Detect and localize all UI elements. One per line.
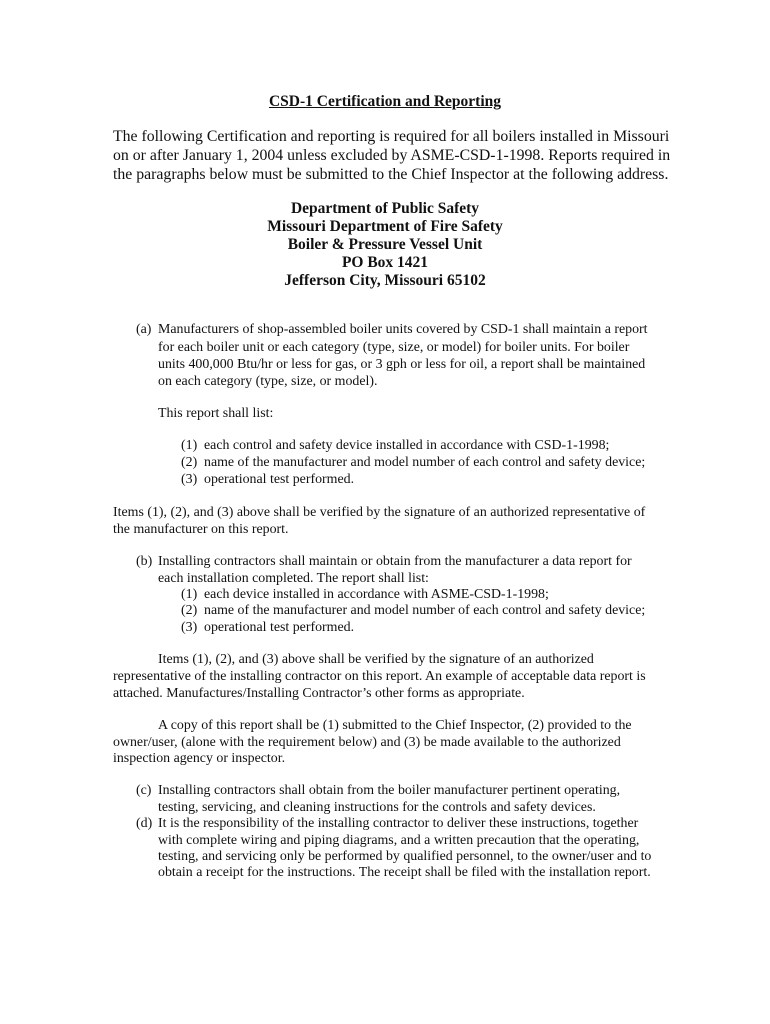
section-a-line: Manufacturers of shop-assembled boiler units covered by CSD-1 shall maintain a report (158, 322, 648, 337)
address-line: Boiler & Pressure Vessel Unit (287, 236, 483, 253)
list-item: name of the manufacturer and model number of each control and safety device; (204, 455, 646, 470)
section-d-line: It is the responsibility of the installing contractor to deliver these instructions, together (158, 816, 639, 831)
intro-line: the paragraphs below must be submitted to the Chief Inspector at the following address. (113, 166, 669, 183)
list-number: (1) (181, 587, 198, 602)
copy-line: A copy of this report shall be (1) submitted to the Chief Inspector, (2) provided to the (158, 718, 632, 733)
address-line: Department of Public Safety (290, 200, 480, 217)
section-marker: (c) (136, 783, 152, 798)
address-line: Missouri Department of Fire Safety (267, 218, 503, 235)
section-d-line: testing, and servicing only be performed by qualified personnel, to the owner/user and to (158, 849, 652, 864)
section-c-line: Installing contractors shall obtain from the boiler manufacturer pertinent operating, (158, 783, 621, 798)
list-item: operational test performed. (204, 472, 355, 487)
intro-line: on or after January 1, 2004 unless excluded by ASME-CSD-1-1998. Reports required in (113, 147, 671, 164)
verify-line: representative of the installing contractor on this report. An example of acceptable data report is (113, 669, 646, 684)
section-b-line: Installing contractors shall maintain or obtain from the manufacturer a data report for (158, 554, 632, 569)
list-item: each device installed in accordance with ASME-CSD-1-1998; (204, 587, 549, 602)
section-a-line: on each category (type, size, or model). (158, 374, 378, 389)
verify-line: Items (1), (2), and (3) above shall be verified by the signature of an authorized (158, 652, 594, 667)
copy-line: inspection agency or inspector. (113, 751, 286, 766)
section-b-line: each installation completed. The report shall list: (158, 571, 429, 586)
document-title: CSD-1 Certification and Reporting (268, 93, 502, 110)
list-item: operational test performed. (204, 620, 355, 635)
list-number: (3) (181, 620, 198, 635)
section-c-line: testing, servicing, and cleaning instructions for the controls and safety devices. (158, 800, 596, 815)
address-line: PO Box 1421 (341, 254, 429, 271)
section-d-line: obtain a receipt for the instructions. The receipt shall be filed with the installation report. (158, 865, 651, 880)
list-number: (2) (181, 455, 198, 470)
copy-line: owner/user, (alone with the requirement below) and (3) be made available to the authorized (113, 735, 621, 750)
verify-line: the manufacturer on this report. (113, 522, 289, 537)
intro-line: The following Certification and reporting is required for all boilers installed in Missouri (113, 128, 670, 145)
section-a-line: units 400,000 Btu/hr or less for gas, or 3 gph or less for oil, a report shall be maintained (158, 357, 646, 372)
list-number: (1) (181, 438, 198, 453)
verify-line: Items (1), (2), and (3) above shall be verified by the signature of an authorized representative of (113, 505, 646, 520)
list-item: each control and safety device installed in accordance with CSD-1-1998; (204, 438, 610, 453)
section-a-line: for each boiler unit or each category (type, size, or model) for boiler units. For boiler (158, 340, 630, 355)
section-marker: (b) (136, 554, 153, 569)
verify-line: attached. Manufactures/Installing Contractor’s other forms as appropriate. (113, 686, 525, 701)
list-number: (2) (181, 603, 198, 618)
section-marker: (a) (136, 322, 152, 337)
list-item: name of the manufacturer and model number of each control and safety device; (204, 603, 646, 618)
list-number: (3) (181, 472, 198, 487)
list-intro: This report shall list: (158, 406, 274, 421)
section-d-line: with complete wiring and piping diagrams, and a written precaution that the operating, (158, 833, 640, 848)
address-line: Jefferson City, Missouri 65102 (284, 272, 486, 289)
section-marker: (d) (136, 816, 153, 831)
